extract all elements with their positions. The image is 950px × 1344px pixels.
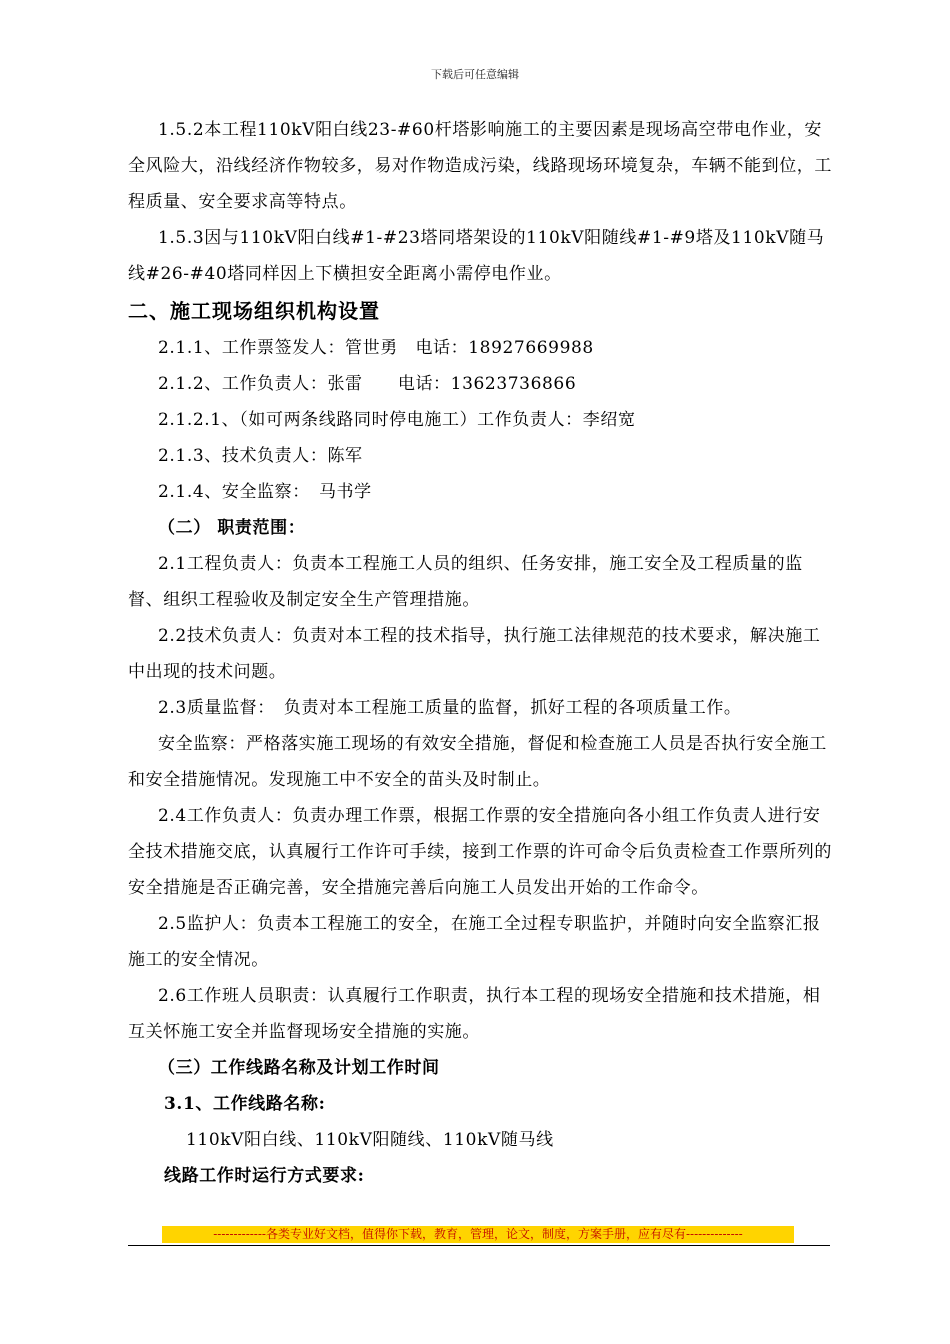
line-names: 110kV阳白线、110kV阳随线、110kV随马线: [186, 1130, 554, 1150]
duty-2-6: 2.6工作班人员职责：认真履行工作职责，执行本工程的现场安全措施和技术措施，相互关怀施工安全并监督现场安全措施的实施。: [128, 986, 821, 1042]
duty-2-5: 2.5监护人：负责本工程施工的安全，在施工全过程专职监护，并随时向安全监察汇报施工的安全情况。: [128, 914, 821, 970]
item-2-1-2-1: 2.1.2.1、（如可两条线路同时停电施工）工作负责人：李绍宽: [158, 410, 636, 430]
duties-title: （二） 职责范围：: [158, 518, 306, 538]
duty-safety-supervision: 安全监察：严格落实施工现场的有效安全措施，督促和检查施工人员是否执行安全施工和安全措施情况。发现施工中不安全的苗头及时制止。: [128, 734, 827, 790]
paragraph-1-5-3: 1.5.3因与110kV阳白线#1-#23塔同塔架设的110kV阳随线#1-#9塔及110kV随马线#26-#40塔同样因上下横担安全距离小需停电作业。: [128, 228, 825, 284]
duty-2-3: 2.3质量监督： 负责对本工程施工质量的监督，抓好工程的各项质量工作。: [158, 698, 742, 718]
section-2-title: 二、施工现场组织机构设置: [128, 299, 380, 323]
item-2-1-4: 2.1.4、安全监察： 马书学: [158, 482, 372, 502]
duty-2-4: 2.4工作负责人：负责办理工作票，根据工作票的安全措施向各小组工作负责人进行安全技术措施交底，认真履行工作许可手续，接到工作票的许可命令后负责检查工作票所列的安全措施是否正确完善，安全措施完善后向施工人员发出开始的工作命令。: [128, 806, 832, 898]
duty-2-1: 2.1工程负责人：负责本工程施工人员的组织、任务安排，施工安全及工程质量的监督、组织工程验收及制定安全生产管理措施。: [128, 554, 803, 610]
duty-2-2: 2.2技术负责人：负责对本工程的技术指导，执行施工法律规范的技术要求，解决施工中出现的技术问题。: [128, 626, 821, 682]
item-2-1-3: 2.1.3、技术负责人：陈军: [158, 446, 363, 466]
item-2-1-1: 2.1.1、工作票签发人：管世勇 电话：18927669988: [158, 338, 594, 358]
footer-divider: [128, 1245, 830, 1246]
footer-banner: -------------各类专业好文档，值得你下载，教育，管理，论文，制度，方案手册，应有尽有--------------: [162, 1226, 794, 1243]
item-2-1-2: 2.1.2、工作负责人：张雷 电话：13623736866: [158, 374, 577, 394]
section-3-1-title: 3.1、工作线路名称:: [164, 1094, 326, 1114]
operation-mode-title: 线路工作时运行方式要求:: [164, 1166, 365, 1186]
section-3-title: （三）工作线路名称及计划工作时间: [158, 1058, 440, 1078]
page-header: 下载后可任意编辑: [431, 68, 519, 81]
document-body: [128, 112, 832, 1194]
paragraph-1-5-2: 1.5.2本工程110kV阳白线23-#60杆塔影响施工的主要因素是现场高空带电作业，安全风险大，沿线经济作物较多，易对作物造成污染，线路现场环境复杂，车辆不能到位，工程质量、安全要求高等特点。: [128, 120, 832, 212]
